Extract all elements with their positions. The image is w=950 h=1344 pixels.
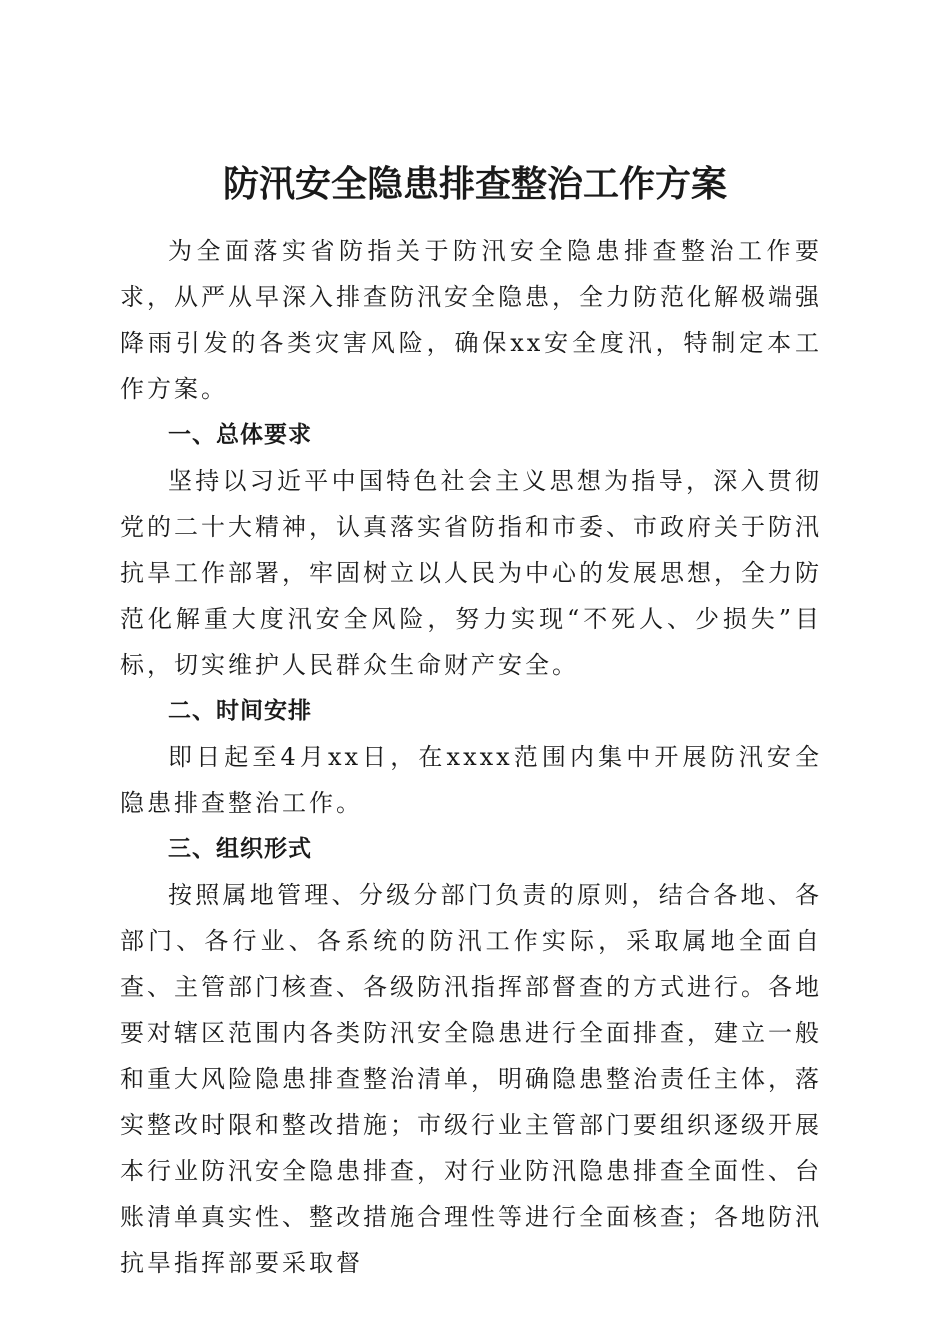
section-heading-schedule: 二、时间安排 [168,698,312,724]
document-title: 防汛安全隐患排查整治工作方案 [222,163,727,206]
section-heading-general-requirements: 一、总体要求 [168,422,312,448]
document-body [120,228,822,1286]
section-body-organization: 按照属地管理、分级分部门负责的原则，结合各地、各部门、各行业、各系统的防汛工作实际，采取属地全面自查、主管部门核查、各级防汛指挥部督查的方式进行。各地要对辖区范围内各类防汛安全隐患进行全面排查，建立一般和重大风险隐患排查整治清单，明确隐患整治责任主体，落实整改时限和整改措施；市级行业主管部门要组织逐级开展本行业防汛安全隐患排查，对行业防汛隐患排查全面性、台账清单真实性、整改措施合理性等进行全面核查；各地防汛抗旱指挥部要采取督 [120,881,822,1277]
section-heading-organization: 三、组织形式 [168,836,312,862]
intro-paragraph: 为全面落实省防指关于防汛安全隐患排查整治工作要求，从严从早深入排查防汛安全隐患，全力防范化解极端强降雨引发的各类灾害风险，确保xx安全度汛，特制定本工作方案。 [120,237,822,403]
section-body-schedule: 即日起至4月xx日，在xxxx范围内集中开展防汛安全隐患排查整治工作。 [120,743,822,817]
section-body-general-requirements: 坚持以习近平中国特色社会主义思想为指导，深入贯彻党的二十大精神，认真落实省防指和市委、市政府关于防汛抗旱工作部署，牢固树立以人民为中心的发展思想，全力防范化解重大度汛安全风险，努力实现“不死人、少损失”目标，切实维护人民群众生命财产安全。 [120,467,822,679]
